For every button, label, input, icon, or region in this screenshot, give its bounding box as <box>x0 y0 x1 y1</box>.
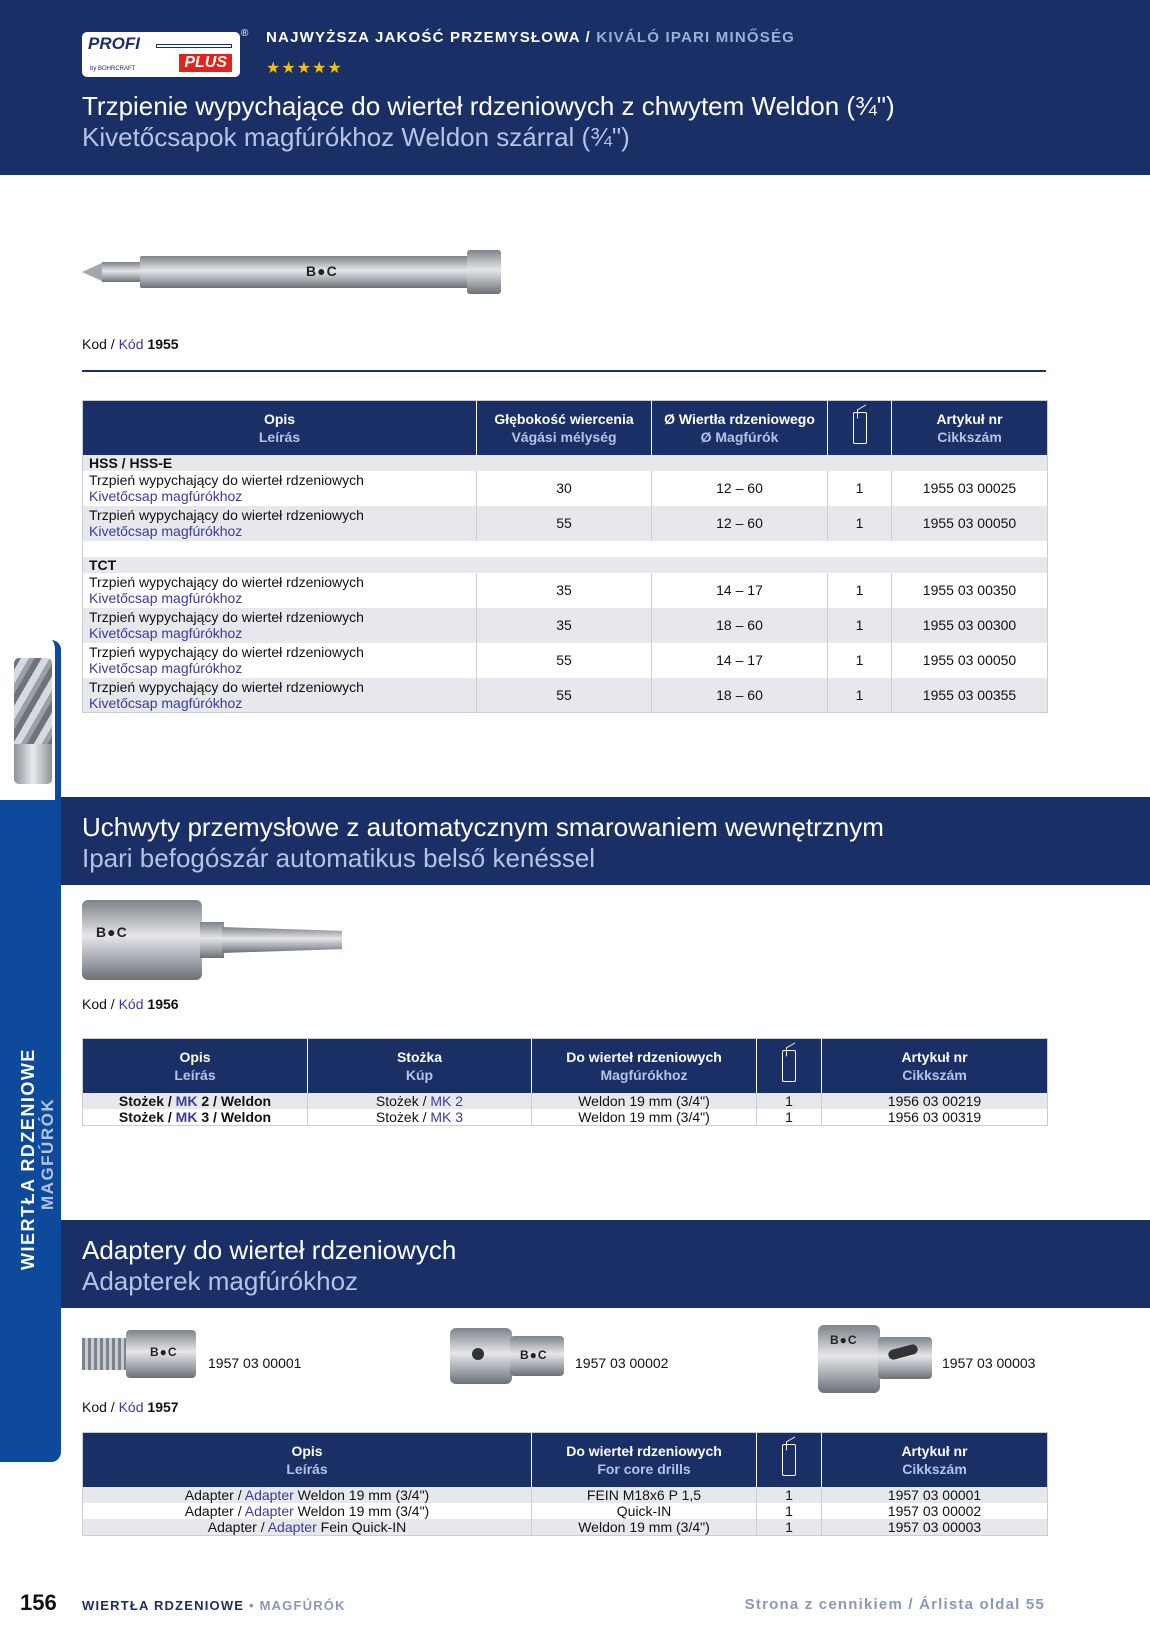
adapter-image-label-3: 1957 03 00003 <box>942 1355 1036 1371</box>
kod-label-hu: Kód <box>118 996 144 1012</box>
section-title-hu: Ipari befogószár automatikus belső kenéssel <box>82 843 596 873</box>
col-header-for-drills: Do wierteł rdzeniowych Magfúrókhoz <box>532 1039 757 1093</box>
slogan-pl: NAJWYŻSZA JAKOŚĆ PRZEMYSŁOWA <box>266 29 581 46</box>
quality-stars: ★★★★★ <box>266 60 343 77</box>
slogan-separator: / <box>580 29 597 46</box>
col-header-opis: Opis Leírás <box>83 1433 532 1487</box>
table-row: Trzpień wypychający do wierteł rdzeniowych Kivetőcsap magfúrókhoz 35 14 – 17 1 1955 03 00350 <box>83 573 1048 608</box>
logo-by: by BOHRCRAFT <box>90 66 136 72</box>
page-number: 156 <box>20 1590 57 1615</box>
boc-brand-mark: B●C <box>520 1348 548 1362</box>
kod-label-hu: Kód <box>118 1399 144 1415</box>
adapter-image-3 <box>818 1325 933 1393</box>
group-label: HSS / HSS-E <box>83 455 1048 471</box>
package-icon <box>853 412 867 444</box>
table-row: Trzpień wypychający do wierteł rdzeniowych Kivetőcsap magfúrókhoz 55 18 – 60 1 1955 03 00355 <box>83 678 1048 713</box>
ejector-pin-image <box>82 250 502 300</box>
section-title-pl: Uchwyty przemysłowe z automatycznym smarowaniem wewnętrznym <box>82 812 884 842</box>
package-icon <box>782 1050 796 1082</box>
kod-number: 1957 <box>147 1399 179 1415</box>
col-header-opis: Opis Leírás <box>83 401 477 455</box>
adapter-image-1 <box>82 1330 197 1378</box>
kod-label-pl: Kod <box>82 1399 107 1415</box>
product-code-1955 <box>82 336 179 352</box>
package-icon <box>782 1444 796 1476</box>
side-tab-image <box>0 640 61 800</box>
col-header-article: Artykuł nr Cikkszám <box>822 1039 1048 1093</box>
col-header-article: Artykuł nr Cikkszám <box>892 401 1048 455</box>
core-drill-image <box>14 658 52 784</box>
logo-drill-graphic <box>156 44 232 48</box>
col-header-diameter: Ø Wiertła rdzeniowego Ø Magfúrók <box>652 401 828 455</box>
table-row: Adapter / Adapter Fein Quick-IN Weldon 19 mm (3/4") 1 1957 03 00003 <box>83 1519 1048 1536</box>
table-row: Stożek / MK 2 / Weldon Stożek / MK 2 Weldon 19 mm (3/4") 1 1956 03 00219 <box>83 1093 1048 1109</box>
boc-brand-mark: B●C <box>306 263 338 279</box>
ejector-pin-table <box>82 400 1048 713</box>
profi-plus-logo <box>82 32 240 77</box>
col-header-pack-icon <box>757 1433 822 1487</box>
section-title-hu: Adapterek magfúrókhoz <box>82 1266 359 1296</box>
footer-category <box>82 1598 346 1613</box>
adapter-image-2 <box>450 1328 565 1384</box>
kod-separator: / <box>106 1399 119 1415</box>
logo-profi: PROFI <box>88 34 140 53</box>
group-row-tct <box>83 557 1048 573</box>
slogan <box>266 29 795 46</box>
table-header-row <box>83 1039 1048 1093</box>
table-row: Trzpień wypychający do wierteł rdzeniowych Kivetőcsap magfúrókhoz 55 14 – 17 1 1955 03 00050 <box>83 643 1048 678</box>
table-row: Adapter / Adapter Weldon 19 mm (3/4") FEIN M18x6 P 1,5 1 1957 03 00001 <box>83 1487 1048 1503</box>
adapter-table <box>82 1432 1048 1536</box>
col-header-for-drills: Do wierteł rdzeniowych For core drills <box>532 1433 757 1487</box>
footer-category-hu: MAGFÚRÓK <box>259 1598 346 1613</box>
group-row-hss <box>83 455 1048 471</box>
col-header-depth: Głębokość wiercenia Vágási mélység <box>477 401 652 455</box>
kod-number: 1956 <box>147 996 179 1012</box>
product-code-1957 <box>82 1399 179 1415</box>
table-header-row <box>83 401 1048 455</box>
page-header <box>0 0 1150 175</box>
col-header-pack-icon <box>757 1039 822 1093</box>
boc-brand-mark: B●C <box>830 1333 858 1347</box>
section-divider <box>82 370 1046 372</box>
boc-brand-mark: B●C <box>150 1345 178 1359</box>
kod-separator: / <box>106 336 119 352</box>
page-title-pl: Trzpienie wypychające do wierteł rdzeniowych z chwytem Weldon (¾") <box>82 91 895 121</box>
logo-plus: PLUS <box>179 54 232 72</box>
spacer-row <box>83 541 1048 557</box>
table-row: Trzpień wypychający do wierteł rdzeniowych Kivetőcsap magfúrókhoz 30 12 – 60 1 1955 03 00025 <box>83 471 1048 506</box>
col-header-opis: Opis Leírás <box>83 1039 308 1093</box>
kod-label-pl: Kod <box>82 336 107 352</box>
side-tab-label-pl: WIERTŁA RDZENIOWE <box>18 1048 38 1270</box>
footer-category-pl: WIERTŁA RDZENIOWE <box>82 1598 245 1613</box>
col-header-pack-icon <box>828 401 892 455</box>
group-label: TCT <box>83 557 1048 573</box>
section-title-pl: Adaptery do wierteł rdzeniowych <box>82 1235 457 1265</box>
adapter-image-label-1: 1957 03 00001 <box>208 1355 302 1371</box>
kod-number: 1955 <box>147 336 179 352</box>
kod-label-pl: Kod <box>82 996 107 1012</box>
col-header-taper: Stożka Kúp <box>308 1039 532 1093</box>
slogan-hu: KIVÁLÓ IPARI MINŐSÉG <box>596 29 796 46</box>
table-row: Trzpień wypychający do wierteł rdzeniowych Kivetőcsap magfúrókhoz 55 12 – 60 1 1955 03 00050 <box>83 506 1048 541</box>
arbor-holder-image <box>82 900 362 980</box>
table-header-row <box>83 1433 1048 1487</box>
registered-mark: ® <box>241 28 249 39</box>
col-header-article: Artykuł nr Cikkszám <box>822 1433 1048 1487</box>
kod-separator: / <box>106 996 119 1012</box>
boc-brand-mark: B●C <box>96 924 128 940</box>
table-row: Stożek / MK 3 / Weldon Stożek / MK 3 Weldon 19 mm (3/4") 1 1956 03 00319 <box>83 1109 1048 1126</box>
arbor-holder-table <box>82 1038 1048 1126</box>
page-title-hu: Kivetőcsapok magfúrókhoz Weldon szárral (¾") <box>82 122 630 152</box>
product-code-1956 <box>82 996 179 1012</box>
table-row: Adapter / Adapter Weldon 19 mm (3/4") Quick-IN 1 1957 03 00002 <box>83 1503 1048 1519</box>
footer-separator: • <box>244 1598 260 1613</box>
adapter-image-label-2: 1957 03 00002 <box>575 1355 669 1371</box>
footer-price-list-ref: Strona z cennikiem / Árlista oldal 55 <box>744 1596 1045 1613</box>
kod-label-hu: Kód <box>118 336 144 352</box>
table-row: Trzpień wypychający do wierteł rdzeniowych Kivetőcsap magfúrókhoz 35 18 – 60 1 1955 03 00300 <box>83 608 1048 643</box>
side-tab-label-hu: MAGFÚRÓK <box>38 1097 57 1210</box>
